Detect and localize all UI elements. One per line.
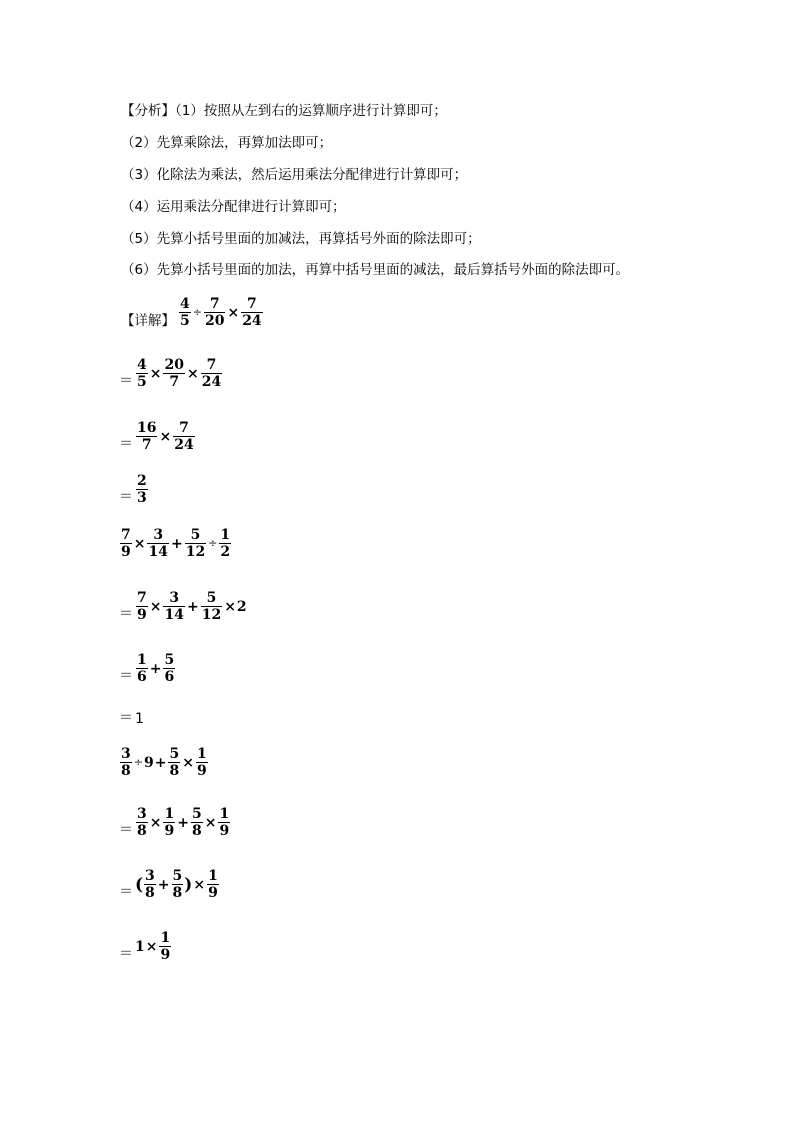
fraction: $\frac{3}{14}$ <box>148 527 168 560</box>
analysis-text-1: （1）按照从左到右的运算顺序进行计算即可； <box>175 103 447 119</box>
plus-operator: + <box>170 535 183 552</box>
analysis-line-5: （5）先算小括号里面的加减法，再算括号外面的除法即可； <box>121 231 481 247</box>
times-operator: × <box>182 754 194 771</box>
fraction: $\frac{7}{9}$ <box>121 527 131 560</box>
times-operator: × <box>193 876 206 893</box>
fraction: $\frac{5}{12}$ <box>185 527 206 560</box>
expression <box>119 746 209 779</box>
detail-step-8 <box>119 707 146 727</box>
times-operator: × <box>149 598 162 615</box>
detail-step-10 <box>119 806 231 839</box>
expression <box>135 652 176 685</box>
times-operator: × <box>227 304 240 321</box>
fraction: $\frac{5}{8}$ <box>169 746 180 779</box>
expression <box>135 806 231 839</box>
fraction: $\frac{7}{24}$ <box>201 357 222 390</box>
expression <box>135 473 149 506</box>
analysis-line-2: （2）先算乘除法，再算加法即可； <box>121 135 333 151</box>
times-operator: × <box>204 814 217 831</box>
detail-step-12 <box>119 930 172 963</box>
analysis-label: 【分析】 <box>121 103 175 119</box>
detail-step-4 <box>119 473 149 506</box>
fraction: $\frac{1}{9}$ <box>164 806 175 839</box>
analysis-line-6: （6）先算小括号里面的加法，再算中括号里面的减法，最后算括号外面的除法即可。 <box>121 262 630 278</box>
fraction: $\frac{2}{3}$ <box>137 473 147 506</box>
fraction: $\frac{3}{8}$ <box>145 868 155 901</box>
fraction: $\frac{5}{6}$ <box>164 652 175 685</box>
expression <box>135 590 247 623</box>
fraction: $\frac{3}{8}$ <box>137 806 147 839</box>
fraction: $\frac{1}{6}$ <box>137 652 147 685</box>
detail-step-11 <box>119 868 220 901</box>
plus-operator: + <box>177 814 189 831</box>
analysis-line-3: （3）化除法为乘法，然后运用乘法分配律进行计算即可； <box>121 167 468 183</box>
divide-operator: ÷ <box>133 756 143 769</box>
times-operator: × <box>186 365 199 382</box>
expression <box>135 420 196 453</box>
expression <box>119 527 232 560</box>
divide-operator: ÷ <box>192 306 202 319</box>
fraction: $\frac{1}{9}$ <box>196 746 207 779</box>
equals-sign: ＝ <box>119 822 133 838</box>
fraction: $\frac{4}{5}$ <box>180 296 190 329</box>
fraction: $\frac{7}{9}$ <box>137 590 147 623</box>
divide-operator: ÷ <box>208 537 218 550</box>
fraction: $\frac{1}{9}$ <box>208 868 218 901</box>
detail-step-9 <box>119 746 209 779</box>
detail-step-3 <box>119 420 196 453</box>
detail-step-2 <box>119 357 223 390</box>
detail-step-7 <box>119 652 176 685</box>
equals-sign: ＝ <box>119 373 133 389</box>
expression <box>135 868 220 901</box>
equals-sign: ＝ <box>119 489 133 505</box>
equals-sign: ＝ <box>119 606 133 622</box>
detail-label: 【详解】 <box>121 313 175 329</box>
analysis-line-4: （4）运用乘法分配律进行计算即可； <box>121 199 346 215</box>
times-operator: × <box>145 938 158 955</box>
equals-sign: ＝ <box>119 710 133 726</box>
integer-term: 9 <box>143 754 154 771</box>
fraction: $\frac{1}{9}$ <box>219 806 230 839</box>
expression <box>178 296 264 329</box>
fraction: $\frac{7}{24}$ <box>174 420 194 453</box>
left-paren: ( <box>135 874 144 895</box>
times-operator: × <box>224 598 236 615</box>
plus-operator: + <box>154 754 167 771</box>
fraction: $\frac{1}{9}$ <box>160 930 171 963</box>
equals-sign: ＝ <box>119 946 133 962</box>
expression <box>135 357 223 390</box>
plus-operator: + <box>186 598 199 615</box>
fraction: $\frac{7}{20}$ <box>204 296 225 329</box>
fraction: $\frac{5}{8}$ <box>191 806 202 839</box>
times-operator: × <box>149 814 162 831</box>
fraction: $\frac{3}{14}$ <box>164 590 184 623</box>
expression <box>135 930 172 963</box>
times-operator: × <box>159 428 172 445</box>
equals-sign: ＝ <box>119 436 133 452</box>
plus-operator: + <box>149 660 162 677</box>
detail-step-5 <box>119 527 232 560</box>
fraction: $\frac{4}{5}$ <box>137 357 147 390</box>
analysis-line-1 <box>121 101 447 121</box>
fraction: $\frac{3}{8}$ <box>121 746 131 779</box>
fraction: $\frac{20}{7}$ <box>164 357 184 390</box>
times-operator: × <box>149 365 162 382</box>
fraction: $\frac{7}{24}$ <box>242 296 262 329</box>
right-paren: ) <box>184 874 193 895</box>
detail-step-6 <box>119 590 247 623</box>
fraction: $\frac{16}{7}$ <box>137 420 157 453</box>
fraction: $\frac{5}{8}$ <box>172 868 183 901</box>
detail-step-1 <box>121 296 264 329</box>
integer-term: 1 <box>135 938 145 955</box>
equals-sign: ＝ <box>119 884 133 900</box>
times-operator: × <box>133 535 146 552</box>
fraction: $\frac{1}{2}$ <box>220 527 231 560</box>
fraction: $\frac{5}{12}$ <box>201 590 222 623</box>
integer-term: 2 <box>236 598 247 615</box>
plus-operator: + <box>157 876 170 893</box>
equals-sign: ＝ <box>119 668 133 684</box>
result-value: 1 <box>135 711 144 727</box>
